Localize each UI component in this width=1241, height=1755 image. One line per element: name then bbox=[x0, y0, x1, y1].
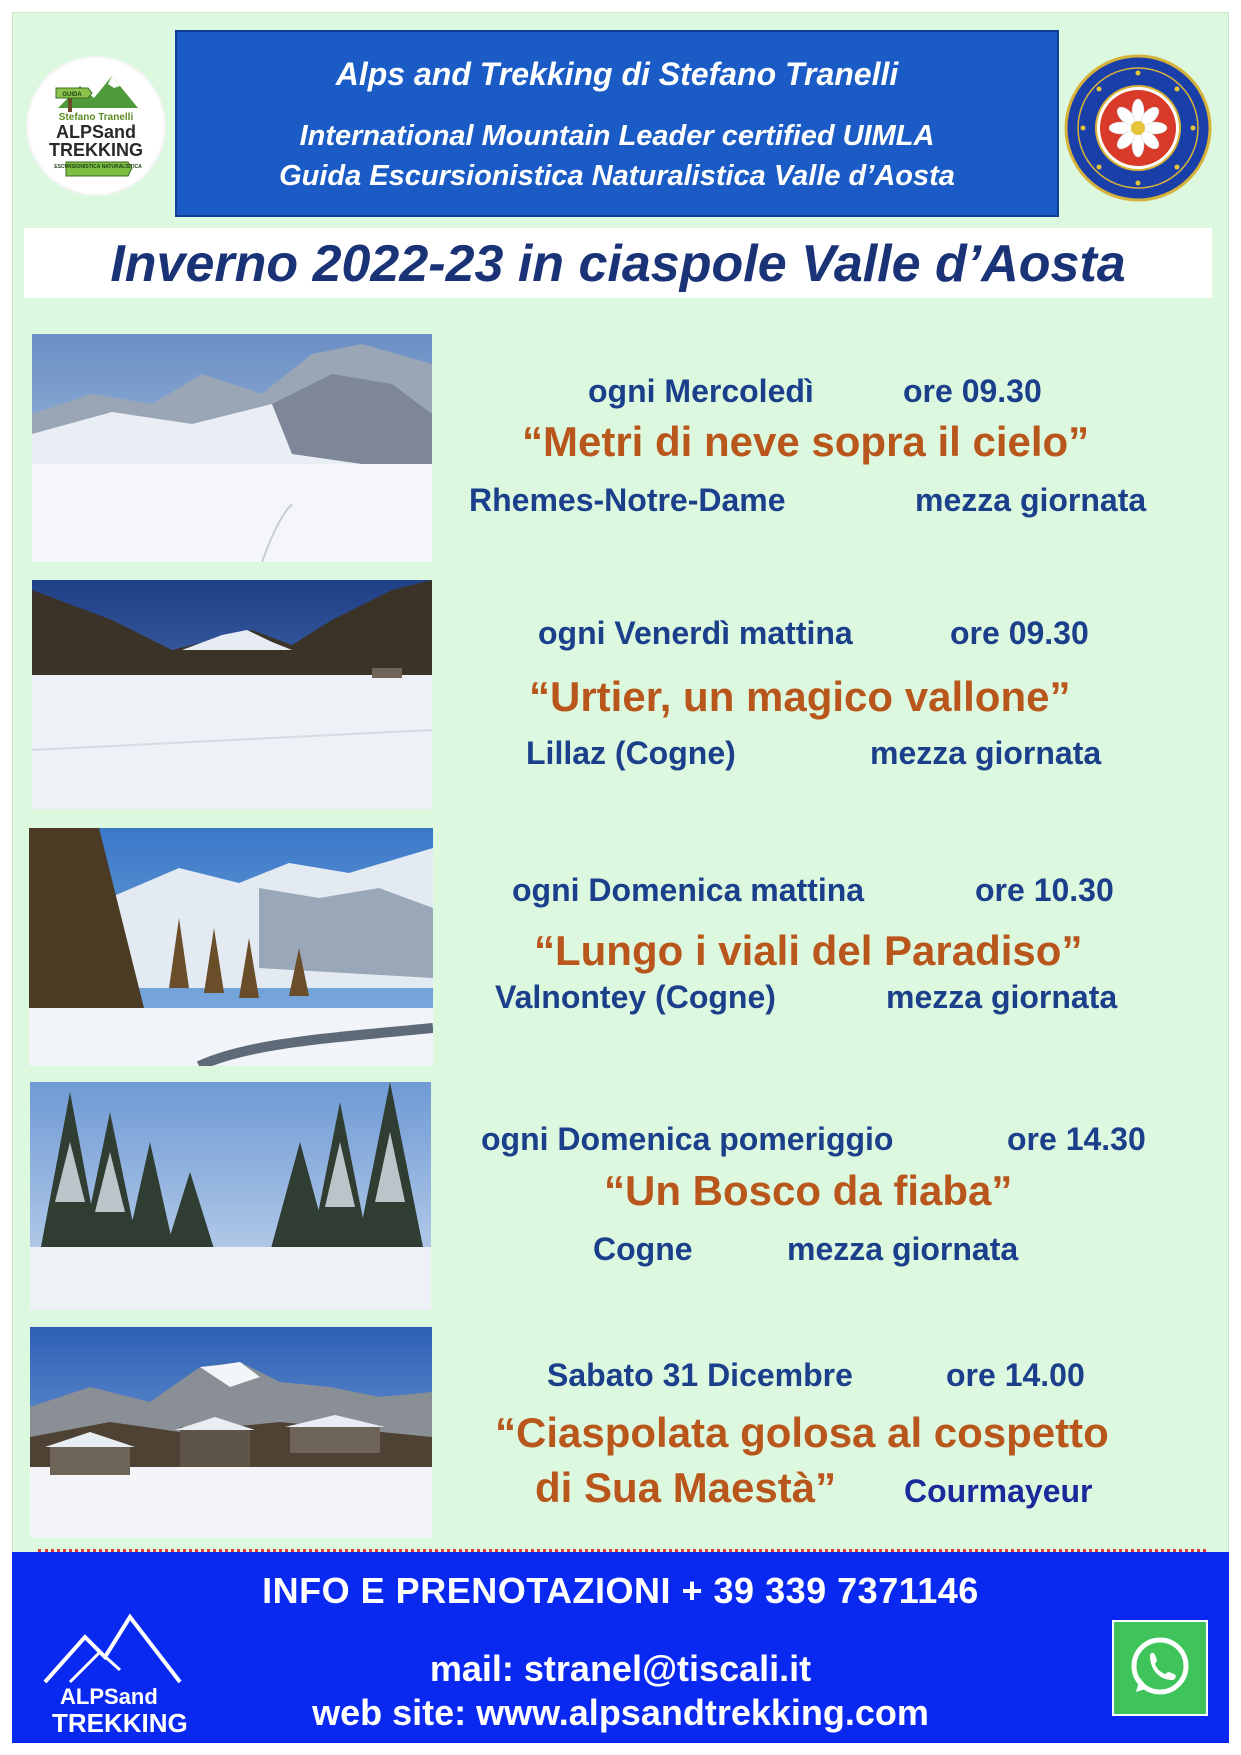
svg-text:TREKKING: TREKKING bbox=[52, 1708, 188, 1737]
uimla-logo bbox=[1063, 53, 1213, 203]
event-4-when: ogni Domenica pomeriggio bbox=[481, 1121, 894, 1157]
event-5-when: Sabato 31 Dicembre bbox=[547, 1357, 853, 1393]
event-1-when: ogni Mercoledì bbox=[588, 373, 814, 409]
snowy-forest-photo bbox=[30, 1082, 431, 1310]
footer-logo bbox=[30, 1612, 200, 1737]
info-phone: INFO E PRENOTAZIONI + 39 339 7371146 bbox=[262, 1570, 979, 1611]
svg-text:GUIDA: GUIDA bbox=[62, 92, 82, 98]
mountain-logo-icon bbox=[30, 1612, 200, 1737]
footer-banner bbox=[12, 1552, 1229, 1743]
whatsapp-button[interactable] bbox=[1112, 1620, 1208, 1716]
event-5-place: Courmayeur bbox=[904, 1473, 1093, 1509]
certification-line: International Mountain Leader certified UIMLA bbox=[299, 120, 935, 152]
whatsapp-icon bbox=[1114, 1622, 1206, 1714]
snowfield-photo bbox=[32, 580, 432, 809]
event-2-when: ogni Venerdì mattina bbox=[538, 615, 853, 651]
event-5-title-line2: di Sua Maestà” bbox=[535, 1464, 837, 1511]
company-name: Alps and Trekking di Stefano Tranelli bbox=[335, 56, 899, 92]
event-3-place: Valnontey (Cogne) bbox=[495, 979, 776, 1015]
guide-line: Guida Escursionistica Naturalistica Valle d’Aosta bbox=[279, 160, 955, 192]
event-4-duration: mezza giornata bbox=[787, 1231, 1019, 1267]
mountain-signpost-icon bbox=[28, 58, 164, 194]
event-4-title: “Un Bosco da fiaba” bbox=[604, 1167, 1013, 1214]
edelweiss-icon bbox=[1063, 53, 1213, 203]
event-3-when: ogni Domenica mattina bbox=[512, 872, 865, 908]
event-1-duration: mezza giornata bbox=[915, 482, 1147, 518]
contact-email[interactable]: mail: stranel@tiscali.it bbox=[429, 1648, 812, 1689]
event-4-time: ore 14.30 bbox=[1007, 1121, 1146, 1157]
event-3-duration: mezza giornata bbox=[886, 979, 1118, 1015]
alps-trekking-logo bbox=[28, 58, 164, 194]
event-3-time: ore 10.30 bbox=[975, 872, 1114, 908]
snowy-valley-photo bbox=[32, 334, 432, 562]
event-1-title: “Metri di neve sopra il cielo” bbox=[522, 418, 1090, 465]
event-2-place: Lillaz (Cogne) bbox=[526, 735, 736, 771]
header-banner bbox=[175, 30, 1059, 217]
event-3-title: “Lungo i viali del Paradiso” bbox=[534, 927, 1083, 974]
event-2-duration: mezza giornata bbox=[870, 735, 1102, 771]
page-title: Inverno 2022-23 in ciaspole Valle d’Aosta bbox=[110, 235, 1126, 293]
svg-text:ALPSand: ALPSand bbox=[60, 1684, 158, 1709]
event-5-title-line1: “Ciaspolata golosa al cospetto bbox=[495, 1409, 1109, 1456]
website-link[interactable]: web site: www.alpsandtrekking.com bbox=[312, 1692, 929, 1733]
svg-text:ESCURSIONISTICA NATURALISTICA: ESCURSIONISTICA NATURALISTICA bbox=[54, 164, 142, 170]
larch-valley-photo bbox=[29, 828, 433, 1066]
title-banner bbox=[24, 228, 1212, 298]
svg-text:ALPSand: ALPSand bbox=[55, 122, 137, 142]
event-1-place: Rhemes-Notre-Dame bbox=[469, 482, 786, 518]
mountain-huts-photo bbox=[30, 1327, 432, 1538]
svg-text:TREKKING: TREKKING bbox=[49, 140, 143, 160]
event-2-time: ore 09.30 bbox=[950, 615, 1089, 651]
svg-text:Stefano Tranelli: Stefano Tranelli bbox=[58, 112, 134, 123]
event-5-time: ore 14.00 bbox=[946, 1357, 1085, 1393]
event-1-time: ore 09.30 bbox=[903, 373, 1042, 409]
event-4-place: Cogne bbox=[593, 1231, 693, 1267]
event-2-title: “Urtier, un magico vallone” bbox=[529, 673, 1071, 720]
